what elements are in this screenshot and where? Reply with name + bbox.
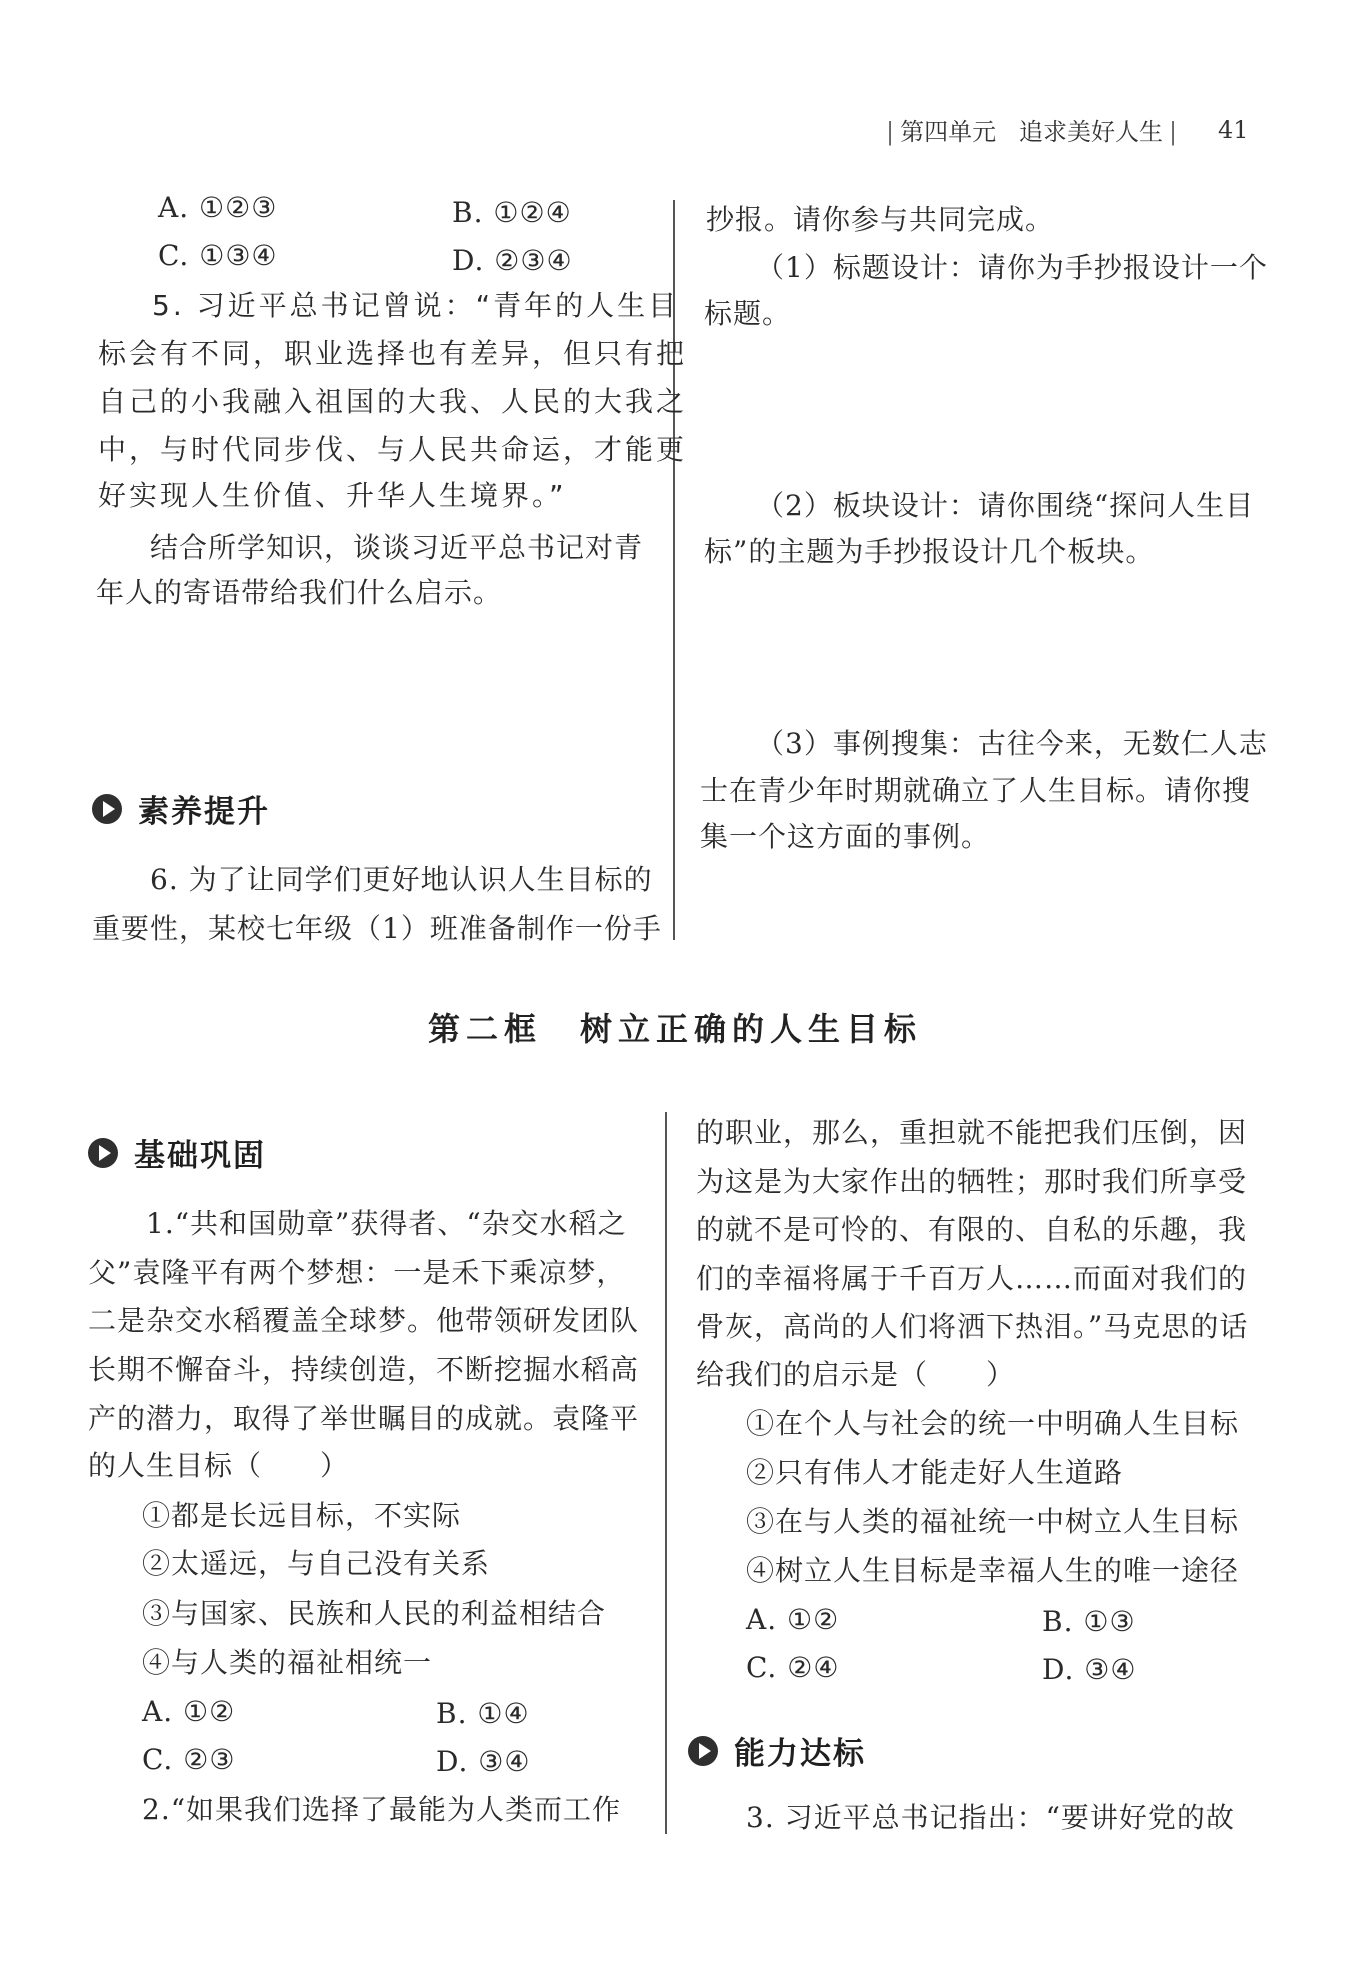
q1-option-b: B. ①④	[436, 1697, 530, 1730]
option-c: C. ①③④	[158, 239, 278, 272]
q2-start: 2.“如果我们选择了最能为人类而工作	[142, 1793, 622, 1826]
part1-line: （1）标题设计：请你为手抄报设计一个	[756, 251, 1268, 284]
q6-line: 重要性，某校七年级（1）班准备制作一份手	[92, 912, 662, 945]
q5-line: 标会有不同，职业选择也有差异，但只有把	[98, 337, 688, 370]
q5-ask: 结合所学知识，谈谈习近平总书记对青	[150, 531, 644, 564]
column-divider-bottom	[665, 1112, 667, 1834]
part3-line: 集一个这方面的事例。	[700, 820, 991, 853]
q3-start: 3. 习近平总书记指出：“要讲好党的故	[746, 1801, 1235, 1834]
q5-line: 5. 习近平总书记曾说：“青年的人生目	[152, 289, 680, 322]
q5-ask: 年人的寄语带给我们什么启示。	[96, 576, 503, 609]
section-heading-nengli: 能力达标	[688, 1728, 866, 1773]
q1-item: ③与国家、民族和人民的利益相结合	[142, 1597, 607, 1630]
play-icon	[92, 794, 122, 824]
q1-line: 的人生目标（ ）	[88, 1449, 350, 1482]
q6-continued: 抄报。请你参与共同完成。	[706, 203, 1055, 236]
q2-item: ①在个人与社会的统一中明确人生目标	[746, 1407, 1240, 1440]
q1-line: 产的潜力，取得了举世瞩目的成就。袁隆平	[88, 1402, 640, 1435]
q1-option-c: C. ②③	[142, 1743, 236, 1776]
unit-title: 追求美好人生	[1018, 118, 1163, 146]
q2-item: ④树立人生目标是幸福人生的唯一途径	[746, 1554, 1240, 1587]
q1-line: 父”袁隆平有两个梦想：一是禾下乘凉梦，	[88, 1256, 626, 1289]
q5-line: 中，与时代同步伐、与人民共命运，才能更	[98, 433, 688, 466]
section-heading-suyang: 素养提升	[92, 786, 270, 831]
q1-option-a: A. ①②	[142, 1695, 236, 1728]
q1-option-d: D. ③④	[436, 1745, 531, 1778]
q2-line: 给我们的启示是（ ）	[696, 1358, 1016, 1391]
play-icon	[88, 1138, 118, 1168]
option-a: A. ①②③	[158, 191, 278, 224]
option-d: D. ②③④	[452, 244, 573, 277]
q1-line: 二是杂交水稻覆盖全球梦。他带领研发团队	[88, 1304, 640, 1337]
q2-item: ③在与人类的福祉统一中树立人生目标	[746, 1505, 1240, 1538]
q1-line: 长期不懈奋斗，持续创造，不断挖掘水稻高	[88, 1353, 640, 1386]
running-header: | 第四单元 追求美好人生 |	[886, 118, 1178, 146]
play-icon	[688, 1736, 718, 1766]
frame-title: 第二框 树立正确的人生目标	[427, 1010, 922, 1048]
part2-line: 标”的主题为手抄报设计几个板块。	[704, 535, 1155, 568]
q2-option-d: D. ③④	[1042, 1653, 1137, 1686]
q1-item: ①都是长远目标，不实际	[142, 1499, 462, 1532]
q2-line: 为这是为大家作出的牺牲；那时我们所享受	[696, 1165, 1248, 1198]
section-heading-jichu: 基础巩固	[88, 1130, 266, 1175]
q2-option-c: C. ②④	[746, 1651, 840, 1684]
q2-option-b: B. ①③	[1042, 1605, 1136, 1638]
q2-option-a: A. ①②	[746, 1603, 840, 1636]
q1-item: ②太遥远，与自己没有关系	[142, 1547, 491, 1580]
q5-line: 好实现人生价值、升华人生境界。”	[98, 479, 567, 512]
q2-item: ②只有伟人才能走好人生道路	[746, 1456, 1124, 1489]
q2-line: 骨灰，高尚的人们将洒下热泪。”马克思的话	[696, 1310, 1249, 1343]
page-number: 41	[1218, 116, 1249, 144]
part3-line: （3）事例搜集：古往今来，无数仁人志	[756, 727, 1268, 760]
q1-line: 1.“共和国勋章”获得者、“杂交水稻之	[146, 1207, 627, 1240]
part2-line: （2）板块设计：请你围绕“探问人生目	[756, 489, 1255, 522]
option-b: B. ①②④	[452, 196, 572, 229]
q2-line: 的职业，那么，重担就不能把我们压倒，因	[696, 1116, 1248, 1149]
part1-line: 标题。	[704, 297, 792, 330]
q6-line: 6. 为了让同学们更好地认识人生目标的	[150, 863, 653, 896]
q1-item: ④与人类的福祉相统一	[142, 1646, 433, 1679]
part3-line: 士在青少年时期就确立了人生目标。请你搜	[700, 774, 1252, 807]
q2-line: 们的幸福将属于千百万人……而面对我们的	[696, 1262, 1248, 1295]
unit-label: 第四单元	[900, 118, 997, 146]
q2-line: 的就不是可怜的、有限的、自私的乐趣，我	[696, 1213, 1248, 1246]
q5-line: 自己的小我融入祖国的大我、人民的大我之	[98, 385, 688, 418]
